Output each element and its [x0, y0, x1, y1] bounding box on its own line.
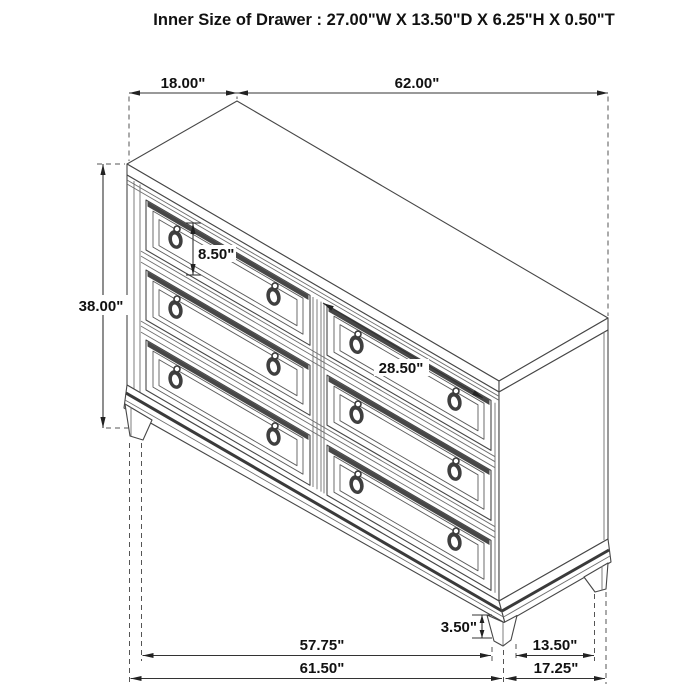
dresser-illustration: [124, 101, 611, 646]
dim-label-drawer-height: 8.50": [198, 246, 235, 263]
dim-label-leg-height: 3.50": [440, 619, 477, 636]
dim-label-top-width: 62.00": [394, 75, 440, 92]
dim-label-overall-height: 38.00": [78, 298, 124, 315]
dim-front-width-inner: [143, 637, 492, 658]
dim-side-depth-outer: [506, 660, 606, 681]
dim-leg-height: [441, 615, 492, 638]
dim-overall-height: [74, 164, 130, 428]
dim-front-width-outer: [131, 660, 503, 681]
dim-label-side-depth-outer: 17.25": [533, 660, 579, 677]
dim-label-front-width-inner: 57.75": [299, 637, 345, 654]
dim-side-depth-inner: [516, 637, 594, 658]
dim-label-top-depth: 18.00": [160, 75, 206, 92]
dim-label-front-width-outer: 61.50": [299, 660, 345, 677]
dim-label-side-depth-inner: 13.50": [532, 637, 578, 654]
diagram-title: Inner Size of Drawer : 27.00"W X 13.50"D X 6.25"H X 0.50"T: [153, 11, 615, 29]
dim-label-drawer-width: 28.50": [378, 360, 424, 377]
